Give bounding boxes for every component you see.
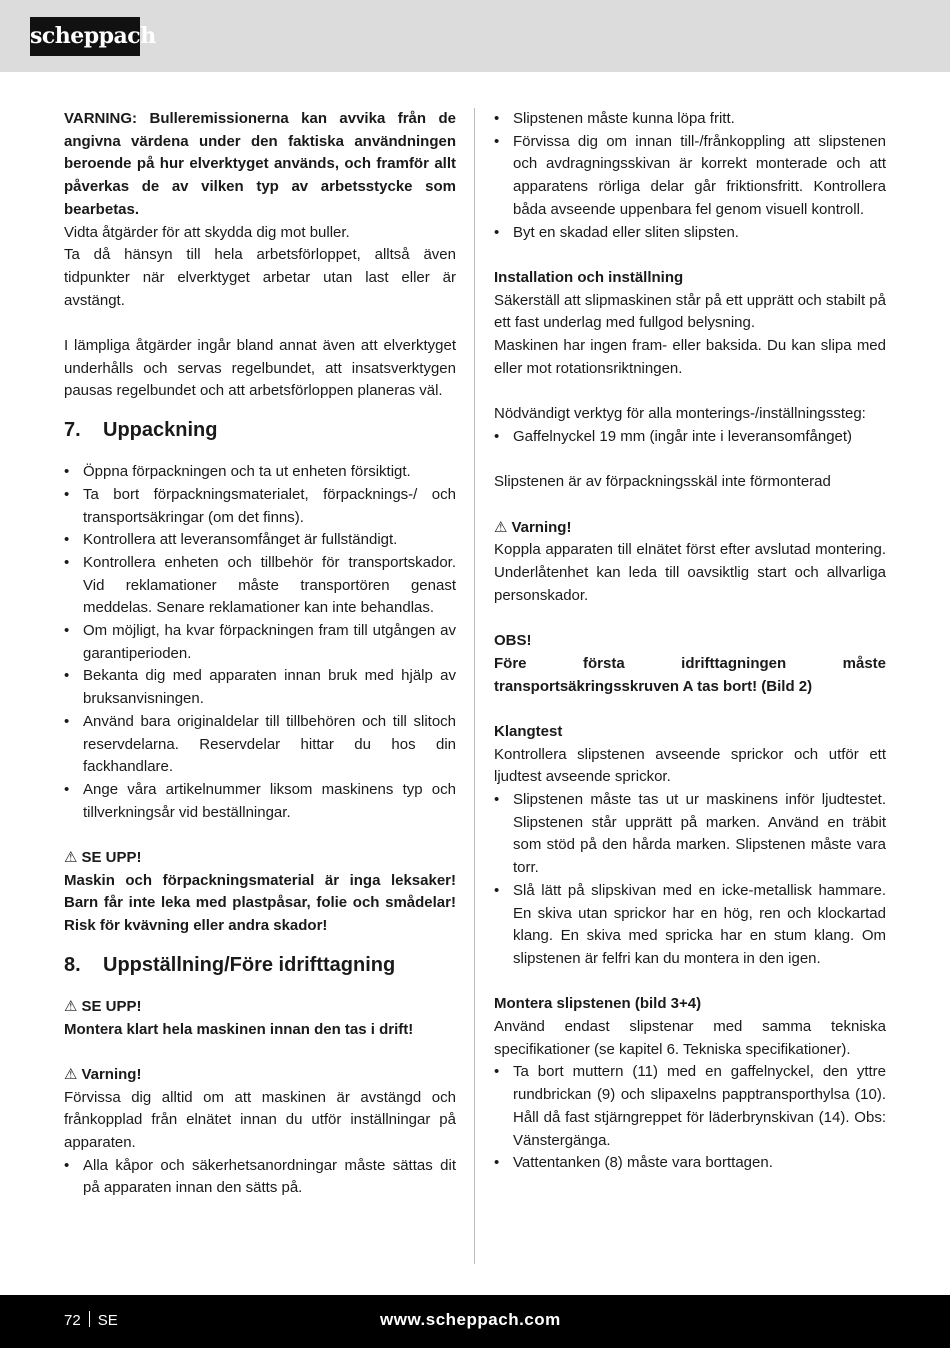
warning-triangle-icon: ⚠ (64, 997, 78, 1015)
list-item: • Byt en skadad eller sliten slipsten. (494, 222, 886, 245)
list-item: • Om möjligt, ha kvar förpackningen fram till utgången av garantiperioden. (64, 620, 456, 665)
section-7-title: Uppackning (103, 419, 218, 442)
tools-text: Nödvändigt verktyg för alla monterings-/inställningssteg: (494, 405, 866, 423)
noise-consider: Ta då hänsyn till hela arbetsförloppet, alltså även tidpunkter när elverktyget arbetar utan last eller är avstängt. (64, 246, 456, 309)
noise-measures: Vidta åtgärder för att skydda dig mot buller. (64, 223, 350, 241)
section-7-heading (64, 418, 456, 443)
section-8-number: 8. (64, 953, 81, 976)
list-item: • Vattentanken (8) måste vara borttagen. (494, 1152, 886, 1175)
list-item: • Öppna förpackningen och ta ut enheten försiktigt. (64, 461, 456, 484)
caution-heading: ⚠ SE UPP! (64, 997, 142, 1015)
list-item: • Bekanta dig med apparaten innan bruk med hjälp av bruksanvisningen. (64, 665, 456, 710)
list-item: • Kontrollera enheten och tillbehör för transportskador. Vid reklamationer måste transportören genast meddelas. Senare reklamationer kan inte behandlas. (64, 552, 456, 620)
installation-text: Säkerställ att slipmaskinen står på ett upprätt och stabilt på ett fast underlag med fullgod belysning. (494, 291, 886, 332)
column-divider (474, 108, 475, 1264)
list-item: • Slå lätt på slipskivan med en icke-metallisk hammare. En skiva utan sprickor har en hög, ren och klockartad klang. En skiva med spricka har en stum klang. Om slipstenen är felfri kan du montera in den igen. (494, 880, 886, 971)
warning-triangle-icon: ⚠ (64, 1065, 78, 1083)
caution-text: Maskin och förpackningsmaterial är inga leksaker! Barn får inte leka med plastpåsar, folie och smådelar! Risk för kvävning eller andra skador! (64, 871, 456, 935)
footer-bar (0, 1295, 950, 1348)
klangtest-text: Kontrollera slipstenen avseende sprickor och utför ett ljudtest avseende sprickor. (494, 745, 886, 786)
installation-text: Maskinen har ingen fram- eller baksida. Du kan slipa med eller mot rotationsriktningen. (494, 337, 886, 377)
noise-suitable-measures: I lämpliga åtgärder ingår bland annat även att elverktyget underhålls och servas regelbundet, att insatsverktygen pausas regelbundet och att arbetsförloppen planeras väl. (64, 337, 456, 400)
language-code: SE (97, 1312, 118, 1329)
klangtest-heading: Klangtest (494, 722, 563, 740)
obs-text: Före första idrifttagningen måste transportsäkringsskruven A tas bort! (Bild 2) (494, 654, 886, 695)
list-item: • Ange våra artikelnummer liksom maskinens typ och tillverkningsår vid beställningar. (64, 779, 456, 824)
left-column (64, 108, 456, 1200)
scheppach-logo: scheppach (30, 17, 140, 56)
warning-text: Koppla apparaten till elnätet först efter avslutad montering. Underlåtenhet kan leda till oavsiktlig start och allvarliga personskador. (494, 541, 886, 604)
obs-heading: OBS! (494, 632, 532, 650)
not-premounted-text: Slipstenen är av förpackningsskäl inte förmonterad (494, 473, 831, 491)
installation-heading: Installation och inställning (494, 268, 684, 286)
caution-heading: ⚠ SE UPP! (64, 849, 142, 867)
list-item: • Ta bort förpackningsmaterialet, förpacknings-/ och transportsäkringar (om det finns). (64, 484, 456, 529)
list-item: • Använd bara originaldelar till tillbehören och till slitoch reservdelarna. Reservdelar hittar du hos din fackhandlare. (64, 711, 456, 779)
warning-heading: ⚠ Varning! (494, 518, 572, 536)
warning-heading: ⚠ Varning! (64, 1065, 142, 1083)
warning-text: Förvissa dig alltid om att maskinen är avstängd och frånkopplad från elnätet innan du utför inställningar på apparaten. (64, 1088, 456, 1152)
list-item: • Kontrollera att leveransomfånget är fullständigt. (64, 529, 456, 552)
page-number: 72 (64, 1312, 81, 1329)
website-link[interactable]: www.scheppach.com (380, 1310, 561, 1329)
section-8-title: Uppställning/Före idrifttagning (103, 953, 396, 976)
list-item: • Gaffelnyckel 19 mm (ingår inte i leveransomfånget) (494, 426, 886, 449)
list-item: • Förvissa dig om innan till-/frånkoppling att slipstenen och avdragningsskivan är korrekt monterade och att apparatens rörliga delar går friktionsfritt. Kontrollera båda avseende uppenbara fel genom visuell kontroll. (494, 131, 886, 222)
warning-triangle-icon: ⚠ (64, 849, 78, 867)
mount-heading: Montera slipstenen (bild 3+4) (494, 995, 702, 1013)
page-indicator (64, 1310, 118, 1332)
section-7-number: 7. (64, 419, 81, 442)
unpacking-list (64, 461, 456, 824)
list-item: • Ta bort muttern (11) med en gaffelnyckel, den yttre rundbrickan (9) och slipaxelns papptransporthylsa (10). Håll då fast stjärngreppet för läderbrynskivan (14). Obs: Vänstergänga. (494, 1061, 886, 1152)
caution-text: Montera klart hela maskinen innan den tas i drift! (64, 1020, 414, 1038)
list-item: • Slipstenen måste tas ut ur maskinens inför ljudtestet. Slipstenen står upprätt på marken. Använd en träbit som stöd på den hårda marken. Slipstenen måste vara torr. (494, 789, 886, 880)
warning-triangle-icon: ⚠ (494, 518, 508, 536)
noise-warning: VARNING: Bulleremissionerna kan avvika från de angivna värdena under den faktiska användningen beroende på hur elverktyget används, och framför allt påverkas de av vilken typ av arbetsstycke som bearbetas. (64, 110, 456, 218)
section-8-heading (64, 953, 456, 978)
separator (89, 1311, 90, 1327)
list-item: • Slipstenen måste kunna löpa fritt. (494, 108, 886, 131)
list-item: • Alla kåpor och säkerhetsanordningar måste sättas dit på apparaten innan den sätts på. (64, 1155, 456, 1200)
header-bar (0, 0, 950, 72)
right-column (494, 108, 886, 1175)
mount-text: Använd endast slipstenar med samma tekniska specifikationer (se kapitel 6. Tekniska specifikationer). (494, 1018, 886, 1058)
